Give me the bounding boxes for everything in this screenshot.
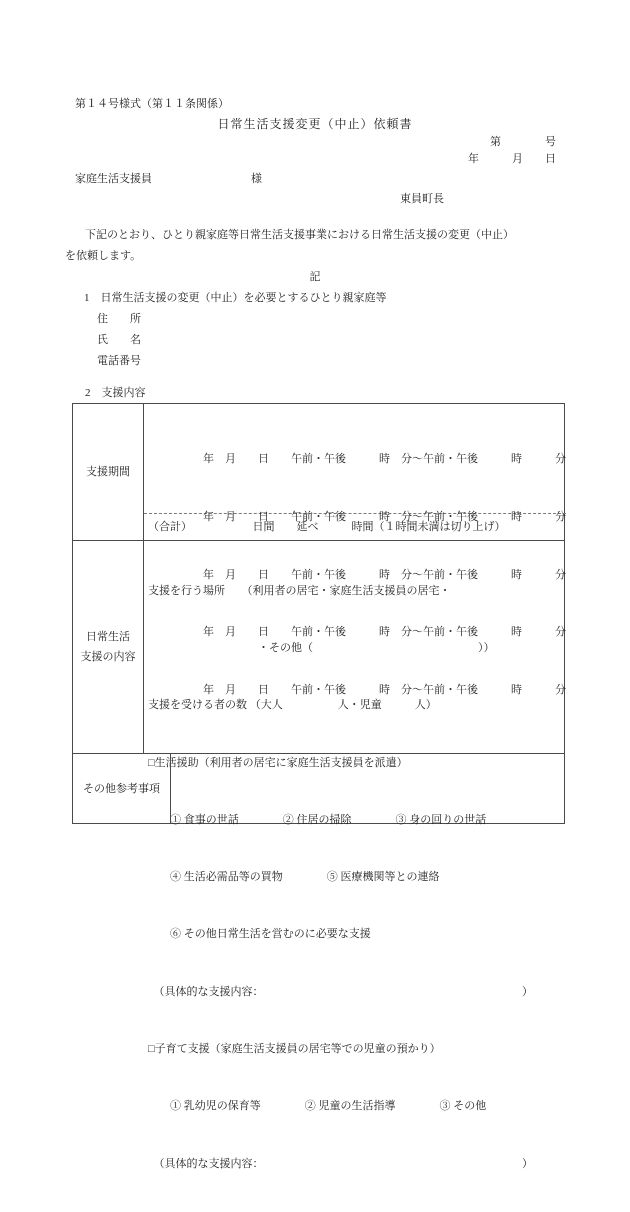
childcare-detail-line: （具体的な支援内容： ） — [148, 1157, 533, 1170]
period-total-line: （合計） 日間 延べ 時間（１時間未満は切り上げ） — [144, 513, 566, 539]
life-assistance-checkbox-line: □生活援助（利用者の居宅に家庭生活支援員を派遣） — [148, 756, 408, 769]
support-content-label — [73, 541, 144, 753]
support-period-label-text: 支援期間 — [86, 466, 130, 478]
date-entry-line: 年 月 日 午前・午後 時 分～午前・午後 時 分 — [148, 511, 566, 524]
date-entry-line: 年 月 日 午前・午後 時 分～午前・午後 時 分 — [148, 568, 566, 581]
support-table — [72, 403, 566, 1170]
support-content-label-line-2: 支援の内容 — [80, 651, 136, 663]
addressee-line: 家庭生活支援員 様 — [75, 173, 262, 185]
recipient-count-line: 支援を受ける者の数 （大人 人・児童 人） — [148, 699, 437, 712]
life-assistance-item-6: ⑥ その他日常生活を営むのに必要な支援 — [148, 928, 371, 941]
other-notes-cell — [171, 754, 564, 823]
other-notes-label-text: その他参考事項 — [83, 782, 160, 795]
address-field-label: 住 所 — [97, 313, 141, 325]
body-paragraph-line-1: 下記のとおり、ひとり親家庭等日常生活支援事業における日常生活支援の変更（中止） — [85, 229, 514, 241]
date-entry-line: 年 月 日 午前・午後 時 分～午前・午後 時 分 — [148, 683, 566, 696]
other-notes-label — [73, 754, 171, 823]
body-paragraph-line-2: を依頼します。 — [65, 250, 142, 262]
section-1-heading: 1 日常生活支援の変更（中止）を必要とするひとり親家庭等 — [84, 292, 387, 304]
support-content-cell — [144, 541, 564, 1170]
document-title: 日常生活支援変更（中止）依頼書 — [217, 117, 413, 131]
date-entry-line: 年 月 日 午前・午後 時 分～午前・午後 時 分 — [148, 453, 566, 466]
childcare-support-checkbox-line: □子育て支援（家庭生活支援員の居宅等での児童の預かり） — [148, 1042, 441, 1055]
phone-field-label: 電話番号 — [97, 355, 141, 367]
form-number: 第１４号様式（第１１条関係） — [75, 98, 229, 110]
name-field-label: 氏 名 — [97, 334, 141, 346]
life-assistance-items-4-5: ④ 生活必需品等の買物 ⑤ 医療機関等との連絡 — [148, 871, 440, 884]
date-entry-line: 年 月 日 午前・午後 時 分～午前・午後 時 分 — [148, 626, 566, 639]
support-location-line: 支援を行う場所 （利用者の居宅・家庭生活支援員の居宅・ — [148, 584, 451, 597]
life-assistance-items-1-3: ① 食事の世話 ② 住居の掃除 ③ 身の回りの世話 — [148, 813, 487, 826]
section-2-heading: 2 支援内容 — [85, 387, 146, 399]
document-date-line: 年 月 日 — [468, 153, 556, 165]
childcare-items-1-3: ① 乳幼児の保育等 ② 児童の生活指導 ③ その他 — [148, 1100, 487, 1113]
life-assistance-detail-line: （具体的な支援内容： ） — [148, 985, 533, 998]
support-location-other-line: ・その他（ ）） — [148, 641, 495, 654]
support-content-lines — [144, 541, 564, 1212]
other-notes-row — [73, 754, 564, 823]
record-heading: 記 — [309, 271, 321, 283]
document-number-line: 第 号 — [490, 136, 556, 148]
sender-mayor-name: 東員町長 — [400, 193, 444, 205]
support-period-label — [73, 404, 144, 540]
support-content-label-line-1: 日常生活 — [86, 631, 130, 643]
